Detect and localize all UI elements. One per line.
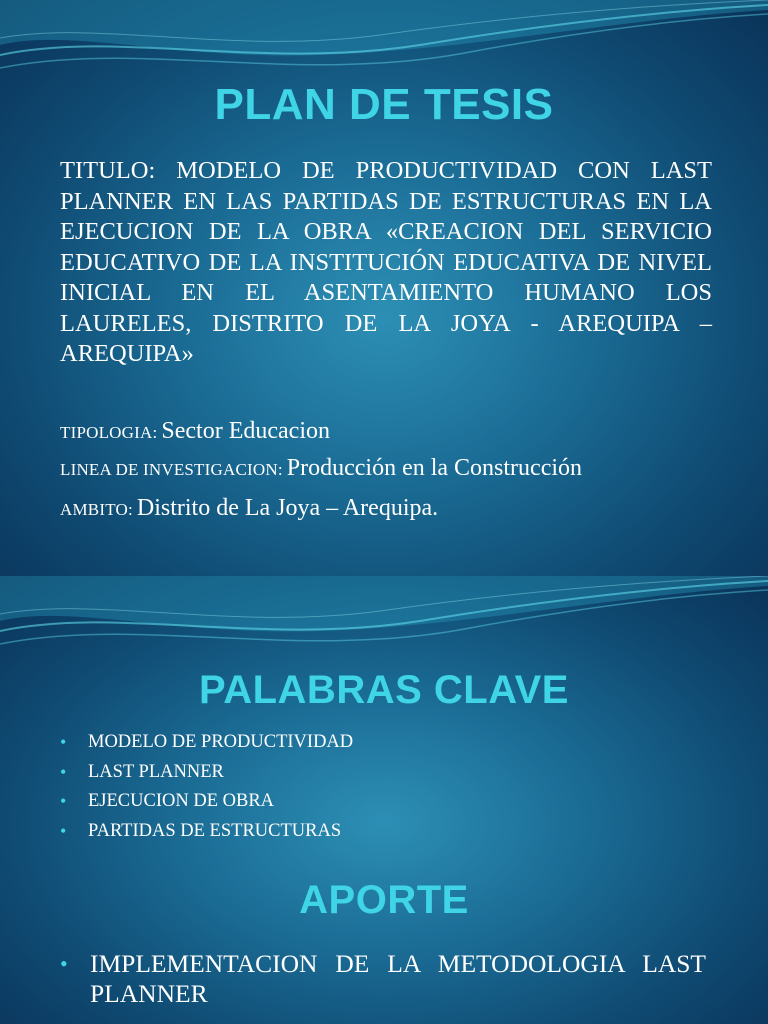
aporte-list <box>60 949 706 1009</box>
tipologia-label: TIPOLOGIA: <box>60 423 158 442</box>
ambito-line <box>60 495 438 522</box>
bullet-icon: • <box>60 761 67 782</box>
list-item: • IMPLEMENTACION DE LA METODOLOGIA LAST PLANNER <box>60 949 706 1008</box>
list-item: • PARTIDAS DE ESTRUCTURAS <box>60 817 353 847</box>
bullet-icon: • <box>60 791 67 811</box>
keywords-list <box>60 728 353 846</box>
bullet-icon: • <box>60 732 67 752</box>
tipologia-value: Sector Educacion <box>161 418 330 444</box>
linea-value: Producción en la Construcción <box>286 455 583 481</box>
ambito-value: Distrito de La Joya – Arequipa. <box>136 495 439 521</box>
list-item: • EJECUCION DE OBRA <box>60 787 353 817</box>
linea-label: LINEA DE INVESTIGACION: <box>60 460 283 479</box>
bullet-icon: • <box>60 951 68 976</box>
slide-title: PLAN DE TESIS <box>214 80 554 129</box>
list-item: • LAST PLANNER <box>60 758 353 788</box>
tipologia-line <box>60 418 330 445</box>
aporte-title: APORTE <box>299 878 469 922</box>
keywords-title: PALABRAS CLAVE <box>199 668 569 712</box>
linea-line <box>60 455 582 482</box>
slide-palabras-clave <box>0 576 768 1024</box>
list-item: • MODELO DE PRODUCTIVIDAD <box>60 728 353 758</box>
bullet-icon: • <box>60 820 67 841</box>
ambito-label: AMBITO: <box>60 500 133 519</box>
thesis-title-text: TITULO: MODELO DE PRODUCTIVIDAD CON LAST PLANNER EN LAS PARTIDAS DE ESTRUCTURAS EN LA EJECUCION DE LA OBRA «CREACION DEL SERVICIO EDUCATIVO DE LA INSTITUCIÓN EDUCATIVA DE NIVEL INICIAL EN EL ASENTAMIENTO HUMANO LOS LAURELES, DISTRITO DE LA JOYA - AREQUIPA – AREQUIPA» <box>60 157 712 367</box>
